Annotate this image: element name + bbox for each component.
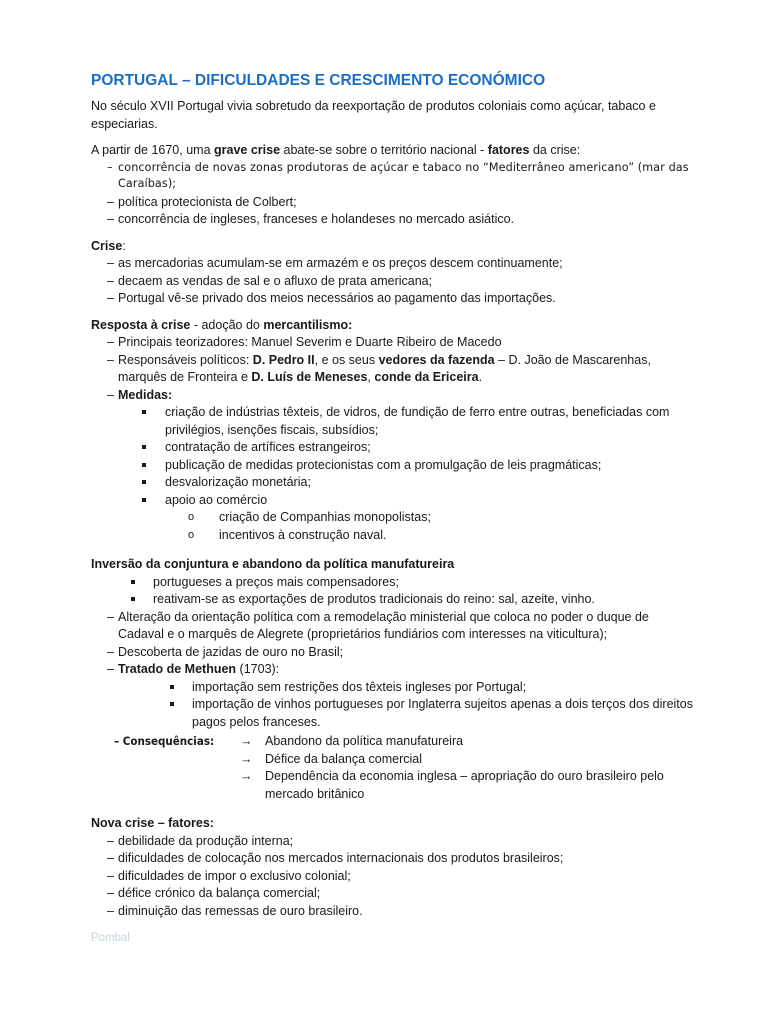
list-item: – política protecionista de Colbert; (91, 194, 697, 212)
text-span: (1703): (236, 662, 280, 676)
bold-term: fatores (487, 143, 530, 157)
text-span: abate-se sobre o território nacional - (280, 143, 488, 157)
list-item (91, 352, 697, 387)
consequencias-block (91, 733, 697, 803)
consequencias-label: – Consequências: (114, 734, 215, 748)
list-item (91, 387, 697, 405)
bold-term: D. Luís de Meneses (251, 370, 368, 384)
consequence-text: Abandono da política manufatureira (265, 734, 464, 748)
text-span: A partir de 1670, uma (91, 143, 214, 157)
sub-bullet-item: o criação de Companhias monopolistas; (91, 509, 697, 527)
consequence-text: Défice da balança comercial (265, 751, 423, 766)
bold-term: Resposta à crise (91, 317, 191, 332)
bullet-item: importação de vinhos portugueses por Inglaterra sujeitos apenas a dois terços dos direitos pagos pelos franceses. (91, 696, 697, 731)
text-span: - adoção do (190, 317, 264, 332)
bold-term: mercantilismo: (263, 317, 353, 332)
bold-term: conde da Ericeira (374, 370, 479, 384)
text-span: da crise: (529, 143, 581, 157)
consequence-text: Dependência da economia inglesa – apropriação do ouro brasileiro pelo mercado britânico (265, 769, 664, 801)
list-item: – concorrência de novas zonas produtoras de açúcar e tabaco no “Mediterrâneo americano” (mar das Caraíbas); (91, 160, 697, 192)
sub-bullet-item: o incentivos à construção naval. (91, 527, 697, 545)
list-item: – concorrência de ingleses, franceses e holandeses no mercado asiático. (91, 211, 697, 229)
list-item: – debilidade da produção interna; (91, 833, 697, 851)
bullet-item: portugueses a preços mais compensadores; (91, 574, 697, 592)
bold-term: Tratado de Methuen (118, 662, 237, 676)
list-item: – diminuição das remessas de ouro brasileiro. (91, 903, 697, 921)
crise-heading (91, 238, 697, 256)
arrow-icon: → (240, 751, 253, 766)
list-item: – Principais teorizadores: Manuel Severim e Duarte Ribeiro de Macedo (91, 334, 697, 352)
list-item: – dificuldades de impor o exclusivo colonial; (91, 868, 697, 886)
document-body (91, 98, 697, 920)
nova-crise-heading (91, 815, 697, 833)
text-span: . (478, 370, 483, 384)
bold-term: grave crise (214, 143, 281, 157)
bullet-item: publicação de medidas protecionistas com a promulgação de leis pragmáticas; (91, 457, 697, 475)
list-item: – Portugal vê-se privado dos meios necessários ao pagamento das importações. (91, 290, 697, 308)
text-span: – D. João de Mascarenhas, marquês de Fronteira e (118, 352, 651, 384)
bold-term: Crise (91, 238, 123, 253)
list-item: – decaem as vendas de sal e o afluxo de prata americana; (91, 273, 697, 291)
list-item: – as mercadorias acumulam-se em armazém e os preços descem continuamente; (91, 255, 697, 273)
bullet-item: importação sem restrições dos têxteis ingleses por Portugal; (91, 679, 697, 697)
list-item: – Alteração da orientação política com a remodelação ministerial que coloca no poder o duque de Cadaval e o marquês de Alegrete (proprietários fundiários com interesses na viticultura); (91, 609, 697, 644)
consequence-item (91, 733, 697, 751)
inversao-heading (91, 556, 697, 574)
page-footer: Pombal (91, 932, 130, 944)
bullet-item: desvalorização monetária; (91, 474, 697, 492)
crise1-lead (91, 142, 697, 160)
bold-term: D. Pedro II (252, 352, 315, 367)
text-span: Responsáveis políticos: (118, 352, 253, 367)
intro-paragraph: No século XVII Portugal vivia sobretudo da reexportação de produtos coloniais como açúcar, tabaco e especiarias. (91, 99, 656, 131)
bold-term: Nova crise – fatores: (91, 816, 214, 830)
list-item: – défice crónico da balança comercial; (91, 885, 697, 903)
text-span: : (122, 238, 126, 253)
bullet-item: reativam-se as exportações de produtos tradicionais do reino: sal, azeite, vinho. (91, 591, 697, 609)
arrow-icon: → (240, 769, 253, 783)
list-item: – Descoberta de jazidas de ouro no Brasil; (91, 644, 697, 662)
list-item: – dificuldades de colocação nos mercados internacionais dos produtos brasileiros; (91, 850, 697, 868)
consequence-item (91, 768, 697, 803)
bold-term: Inversão da conjuntura e abandono da política manufatureira (91, 557, 455, 571)
bullet-item: contratação de artífices estrangeiros; (91, 439, 697, 457)
text-span: , (367, 370, 375, 384)
consequence-item (91, 751, 697, 769)
text-span: , e os seus (314, 352, 379, 367)
arrow-icon: → (240, 734, 253, 748)
bold-term: Medidas: (118, 387, 173, 402)
list-item (91, 661, 697, 679)
bold-term: vedores da fazenda (378, 352, 495, 367)
resposta-heading (91, 317, 697, 335)
page-title: PORTUGAL – DIFICULDADES E CRESCIMENTO ECONÓMICO (91, 72, 546, 89)
bullet-item: criação de indústrias têxteis, de vidros, de fundição de ferro entre outras, beneficiadas com privilégios, isenções fiscais, subsídios; (91, 404, 697, 439)
bullet-item: apoio ao comércio (91, 492, 697, 510)
